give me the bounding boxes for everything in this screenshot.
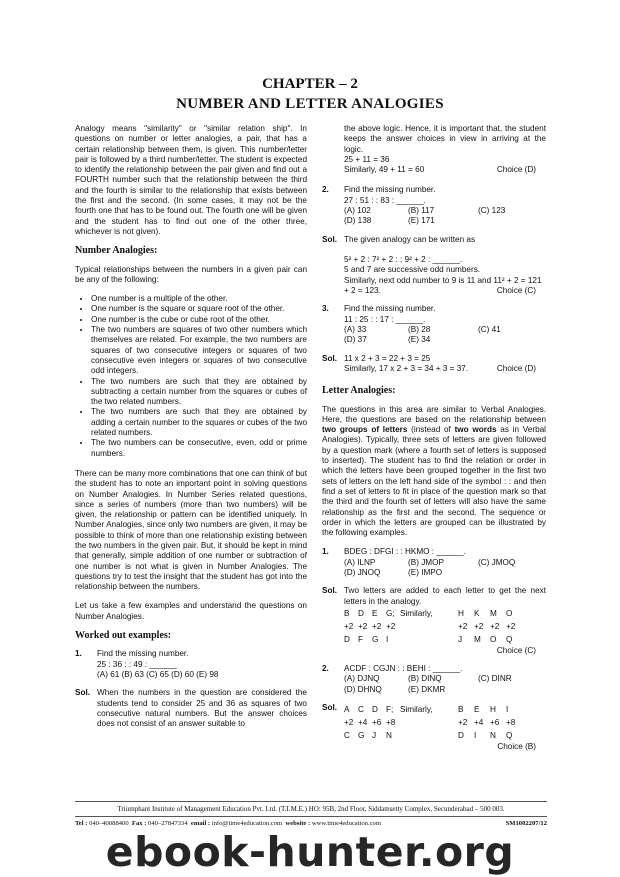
intro-paragraph: Analogy means "similarity" or "similar relation ship". In questions on number or letter analogies, a pair, that has a certain relationship between them, is given. This number/letter pair is followed by a third number/letter. The student is expected to identify the relationship between the pair given and find out a FOURTH number such that the relationship between the third and the fourth is similar to the relationship that exists between the first and the second. (In some cases, it may not be the fourth one that has to be found out. The fourth one will be given and the student has to find out one of the other three, whichever is not given). xyxy=(75,124,307,236)
option: (A) DJNQ xyxy=(344,674,380,684)
footer-institute: Triumphant Institute of Management Education Pvt. Ltd. (T.I.M.E.) HO: 95B, 2nd Floor, Siddamsetty Complex, Secunderabad – 500 003. xyxy=(75,801,547,813)
option: (B) JMOP xyxy=(408,557,444,567)
letter-grid-row: A C D F; Similarly, B E H I xyxy=(344,705,509,715)
solution-label: Sol. xyxy=(322,234,338,244)
solution-label: Sol. xyxy=(322,586,338,596)
let-us-paragraph: Let us take a few examples and understand the questions on Number Analogies. xyxy=(75,601,307,621)
option: (A) 102 xyxy=(344,206,371,216)
footer-tel: Tel : 040–40088400 Fax : 040–27847334 email : info@time4education.com website : www.time4education.com xyxy=(75,820,381,827)
option: (B) 28 xyxy=(408,325,431,335)
option: (C) 123 xyxy=(478,206,506,216)
solution-1-continued xyxy=(322,124,546,175)
solution-line: Similarly, next odd number to 9 is 11 and 11² + 2 = 121 + 2 = 123. xyxy=(344,275,542,295)
question-text: Find the missing number. xyxy=(344,304,436,314)
right-column xyxy=(322,124,546,760)
option: (A) ILNP xyxy=(344,557,376,567)
solution-line: Similarly, 49 + 11 = 60 xyxy=(344,165,425,175)
solution-label: Sol. xyxy=(322,703,338,713)
choice-label: Choice (B) xyxy=(497,742,536,752)
question-line: BDEG : DFGI : : HKMO : ______. xyxy=(344,547,466,557)
question-line: 27 : 51 : : 83 : ______. xyxy=(344,195,426,205)
list-item: • The two numbers are such that they are obtained by subtracting a certain number from the squares or cubes of the two related numbers. xyxy=(91,377,307,408)
relationship-list xyxy=(75,294,307,459)
solution-1 xyxy=(75,688,307,729)
option: (B) 117 xyxy=(408,206,435,216)
footer-code: SM1002207/12 xyxy=(505,820,547,827)
letter-grid-row: C G J N D I N Q xyxy=(344,731,513,741)
solution-label: Sol. xyxy=(322,353,338,363)
question-options xyxy=(344,674,546,695)
question-number: 1. xyxy=(322,547,329,557)
option: (C) 41 xyxy=(478,325,501,335)
list-item: • One number is the square or square root of the other. xyxy=(91,304,307,314)
option: (E) 34 xyxy=(408,335,431,345)
option: (D) 138 xyxy=(344,216,372,226)
solution-line: 5 and 7 are successive odd numbers. xyxy=(344,265,481,275)
letter-question-1 xyxy=(322,547,546,578)
letter-solution-2 xyxy=(322,703,546,752)
letter-paragraph: The questions in this area are similar to Verbal Analogies. Here, the questions are based on the relationship between two groups of letters (instead of two words as in Verbal Analogies). Typically, three sets of letters are given followed by a question mark (where a fourth set of letters is supposed to inserted). The student has to find the relation or order in which the letters have been grouped together in the first two sets of letters on the left hand side of the symbol : : and then find a set of letters to fit in place of the question mark so that the third and the fourth set of letters will also have the same relationship as the first and the second. The sequence or order in which the letters are grouped can be illustrated by the following examples. xyxy=(322,404,546,538)
question-number: 3. xyxy=(322,304,329,314)
letter-solution-1 xyxy=(322,586,546,656)
typical-paragraph: Typical relationships between the numbers in a given pair can be any of the following: xyxy=(75,264,307,284)
question-line: 25 : 36 : : 49 : ______ xyxy=(97,659,177,669)
choice-label: Choice (C) xyxy=(496,645,536,655)
choice-label: Choice (D) xyxy=(496,165,536,175)
question-text: Find the missing number. xyxy=(344,185,436,195)
more-paragraph: There can be many more combinations that one can think of but the student has to note an important point in solving questions on Number Analogies. In Number Series related questions, since a series of numbers (more than two numbers) will be given, the relationship or pattern can be identified uniquely. In Number Analogies, since only two numbers are given, it may be possible to think of more than one relationship existing between the two numbers in the given pair. But, it should be kept in mind that generally, simple addition of one number or subtraction of one number is not what is given in Number Analogies. The questions try to test the insight that the student has got into the relationship between the numbers. xyxy=(75,468,307,592)
option: (D) JNOQ xyxy=(344,567,381,577)
letter-grid-row: +2 +2 +2 +2 +2 +2 +2 +2 xyxy=(344,621,516,631)
chapter-label: CHAPTER – 2 xyxy=(262,76,358,92)
list-item: • The two numbers are squares of two other numbers which themselves are related. For example, the two numbers are squares of two consecutive integers or squares of two consecutive even integers or squares of two consecutive odd integers. xyxy=(91,325,307,376)
option: (D) 37 xyxy=(344,335,367,345)
solution-3 xyxy=(322,354,546,375)
question-line: 11 : 25 : : 17 : ______. xyxy=(344,314,426,324)
letter-grid-row: D F G I J M O Q xyxy=(344,634,513,644)
question-3 xyxy=(322,304,546,345)
chapter-title: NUMBER AND LETTER ANALOGIES xyxy=(176,96,444,112)
question-options: (A) 61 (B) 63 (C) 65 (D) 60 (E) 98 xyxy=(97,669,219,679)
solution-line: Similarly, 17 x 2 + 3 = 34 + 3 = 37. xyxy=(344,363,469,373)
option: (E) DKMR xyxy=(408,684,446,694)
question-number: 2. xyxy=(322,185,329,195)
question-number: 1. xyxy=(75,649,82,659)
left-column xyxy=(75,124,307,737)
question-2 xyxy=(322,185,546,226)
solution-2 xyxy=(322,235,546,297)
question-options xyxy=(344,206,546,227)
list-item: • One number is the cube or cube root of the other. xyxy=(91,315,307,325)
solution-text: the above logic. Hence, it is important that, the student keeps the answer choices in view in arriving at the logic. xyxy=(344,124,546,154)
question-options xyxy=(344,325,546,346)
worked-examples-heading: Worked out examples: xyxy=(75,630,172,642)
option: (D) DHNQ xyxy=(344,684,382,694)
letter-analogies-heading: Letter Analogies: xyxy=(322,385,396,397)
solution-line: 25 + 11 = 36 xyxy=(344,154,390,164)
list-item: • The two numbers are such that they are obtained by adding a certain number to the squares or cubes of the two related numbers. xyxy=(91,407,307,438)
list-item: • The two numbers can be consecutive, even, odd or prime numbers. xyxy=(91,438,307,459)
list-item: • One number is a multiple of the other. xyxy=(91,294,307,304)
option: (C) JMOQ xyxy=(478,557,516,567)
solution-text: When the numbers in the question are considered the students tend to consider 25 and 36 as squares of two consecutive natural numbers. But the answer choices does not consist of an answer suitable to xyxy=(97,688,307,729)
question-number: 2. xyxy=(322,664,329,674)
solution-text: Two letters are added to each letter to get the next letters in the analogy. xyxy=(344,586,546,606)
choice-label: Choice (C) xyxy=(496,286,536,296)
solution-line: 11 x 2 + 3 = 22 + 3 = 25 xyxy=(344,353,431,363)
option: (C) DINR xyxy=(478,674,512,684)
question-options xyxy=(344,558,546,579)
choice-label: Choice (D) xyxy=(496,363,536,373)
number-analogies-heading: Number Analogies: xyxy=(75,245,158,257)
option: (A) 33 xyxy=(344,325,367,335)
watermark: ebook-hunter.org xyxy=(105,828,515,876)
question-text: Find the missing number. xyxy=(97,649,189,659)
solution-text: The given analogy can be written as xyxy=(344,234,476,244)
footer-contacts xyxy=(75,816,547,827)
option: (B) DINQ xyxy=(408,674,442,684)
letter-question-2 xyxy=(322,664,546,695)
question-line: ACDF : CGJN : : BEHI : ______. xyxy=(344,664,463,674)
letter-grid-row: B D E G; Similarly, H K M O xyxy=(344,608,513,618)
solution-line: 5² + 2 : 7² + 2 : : 9² + 2 : ______. xyxy=(344,254,463,264)
solution-label: Sol. xyxy=(75,688,91,698)
option: (E) 171 xyxy=(408,216,435,226)
letter-grid-row: +2 +4 +6 +8 +2 +4 +6 +8 xyxy=(344,718,516,728)
option: (E) IMPO xyxy=(408,567,443,577)
question-1 xyxy=(75,649,307,680)
